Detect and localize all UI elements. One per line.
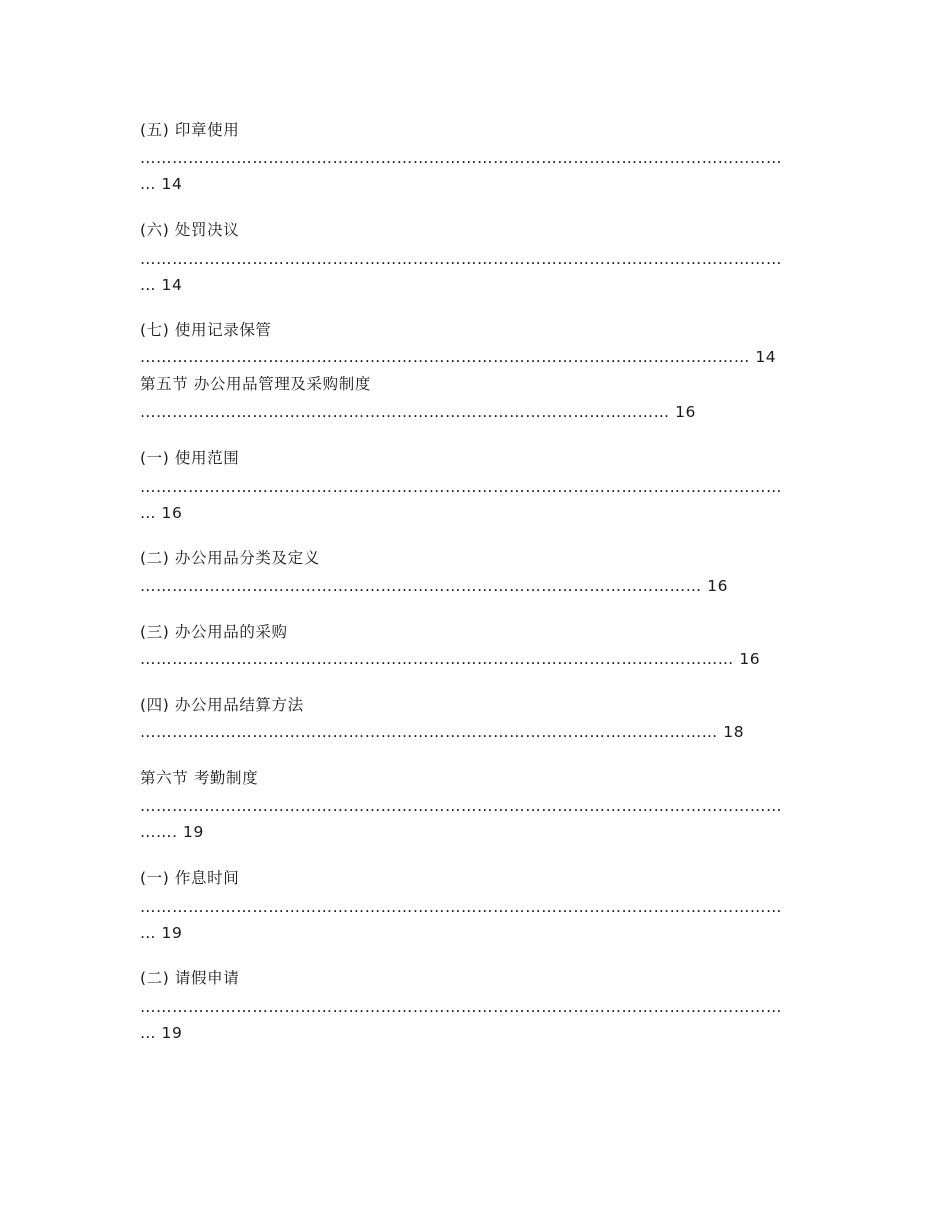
toc-leader-dots: …………………………………………………………………………………………………………	[140, 797, 782, 815]
toc-entry-title[interactable]: (七) 使用记录保管	[140, 321, 272, 339]
toc-entry-title[interactable]: (一) 使用范围	[140, 449, 240, 467]
toc-leader-with-page: …………………………………………………………………………………………………… 14	[140, 348, 777, 366]
toc-entry-title[interactable]: (四) 办公用品结算方法	[140, 696, 304, 714]
toc-entry-title[interactable]: (五) 印章使用	[140, 121, 240, 139]
toc-leader-with-page: ……………………………………………………………………………………… 16	[140, 403, 696, 421]
toc-leader-dots: …………………………………………………………………………………………………………	[140, 149, 782, 167]
toc-section-title[interactable]: 第五节 办公用品管理及采购制度	[140, 375, 371, 393]
toc-leader-with-page: ……………………………………………………………………………………………… 18	[140, 723, 745, 741]
toc-leader-with-page: …………………………………………………………………………………………… 16	[140, 577, 729, 595]
toc-entry-title[interactable]: (二) 办公用品分类及定义	[140, 549, 320, 567]
toc-entry-title[interactable]: (六) 处罚决议	[140, 221, 240, 239]
toc-page-number: ……. 19	[140, 823, 204, 841]
toc-entry-title[interactable]: (二) 请假申请	[140, 969, 240, 987]
toc-leader-with-page: ………………………………………………………………………………………………… 16	[140, 650, 761, 668]
toc-page-number: … 19	[140, 924, 183, 942]
toc-page-number: … 14	[140, 175, 183, 193]
toc-leader-dots: …………………………………………………………………………………………………………	[140, 478, 782, 496]
toc-entry-title[interactable]: (三) 办公用品的采购	[140, 623, 288, 641]
toc-page-number: … 14	[140, 276, 183, 294]
toc-leader-dots: …………………………………………………………………………………………………………	[140, 898, 782, 916]
toc-leader-dots: …………………………………………………………………………………………………………	[140, 998, 782, 1016]
toc-entry-title[interactable]: (一) 作息时间	[140, 869, 240, 887]
toc-leader-dots: …………………………………………………………………………………………………………	[140, 250, 782, 268]
toc-section-title[interactable]: 第六节 考勤制度	[140, 769, 259, 787]
toc-page-number: … 19	[140, 1024, 183, 1042]
toc-page-number: … 16	[140, 504, 183, 522]
